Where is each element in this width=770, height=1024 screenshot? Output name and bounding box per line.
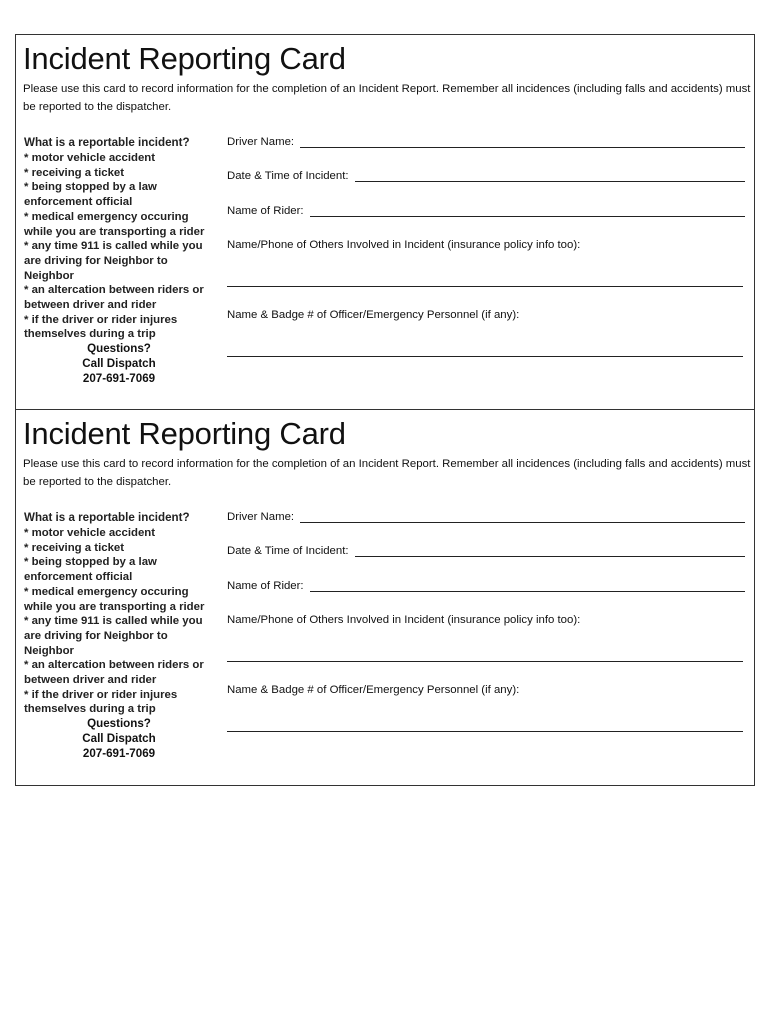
incident-reporting-card (15, 34, 755, 410)
list-item: * any time 911 is called while you are driving for Neighbor to Neighbor (24, 240, 203, 282)
others-involved-field (227, 239, 745, 251)
dispatch-phone: 207-691-7069 (82, 371, 156, 385)
rider-name-label: Name of Rider: (227, 580, 304, 592)
driver-name-line[interactable] (300, 135, 745, 148)
list-item: * receiving a ticket (24, 166, 125, 179)
list-item: * an altercation between riders or between driver and rider (24, 659, 204, 687)
questions-label: Questions? (87, 717, 151, 731)
date-time-field[interactable] (227, 169, 745, 182)
date-time-field[interactable] (227, 544, 745, 557)
list-item: * if the driver or rider injures themselves during a trip (24, 688, 178, 716)
others-involved-label: Name/Phone of Others Involved in Incident (insurance policy info too): (227, 614, 581, 626)
reportable-list (24, 151, 220, 342)
list-item: * an altercation between riders or between driver and rider (24, 284, 204, 312)
rider-name-field[interactable] (227, 204, 745, 217)
dispatch-contact (24, 342, 214, 386)
others-involved-line[interactable] (227, 661, 743, 662)
list-item: * medical emergency occuring while you are transporting a rider (24, 210, 205, 238)
others-involved-field (227, 614, 745, 626)
date-time-line[interactable] (355, 544, 745, 557)
rider-name-field[interactable] (227, 579, 745, 592)
reportable-heading: What is a reportable incident? (24, 511, 190, 524)
date-time-line[interactable] (355, 169, 745, 182)
driver-name-field[interactable] (227, 135, 745, 148)
others-involved-label: Name/Phone of Others Involved in Incident (insurance policy info too): (227, 239, 581, 251)
reportable-heading: What is a reportable incident? (24, 136, 190, 149)
rider-name-label: Name of Rider: (227, 205, 304, 217)
officer-field (227, 684, 745, 696)
dispatch-contact (24, 717, 214, 761)
dispatch-phone: 207-691-7069 (82, 746, 156, 760)
card-instructions: Please use this card to record information for the completion of an Incident Report. Remember all incidences (including falls and accidents) must be reported to the dispatcher. (23, 458, 751, 488)
call-dispatch-label: Call Dispatch (82, 731, 156, 745)
date-time-label: Date & Time of Incident: (227, 170, 349, 182)
incident-reporting-card (15, 410, 755, 786)
others-involved-line[interactable] (227, 286, 743, 287)
card-title: Incident Reporting Card (23, 41, 346, 76)
list-item: * if the driver or rider injures themselves during a trip (24, 313, 178, 341)
reportable-list (24, 526, 220, 717)
card-title: Incident Reporting Card (23, 416, 346, 451)
officer-field (227, 309, 745, 321)
rider-name-line[interactable] (310, 579, 745, 592)
list-item: * any time 911 is called while you are driving for Neighbor to Neighbor (24, 615, 203, 657)
card-instructions: Please use this card to record information for the completion of an Incident Report. Remember all incidences (including falls and accidents) must be reported to the dispatcher. (23, 83, 751, 113)
call-dispatch-label: Call Dispatch (82, 356, 156, 370)
questions-label: Questions? (87, 342, 151, 356)
driver-name-label: Driver Name: (227, 136, 295, 148)
date-time-label: Date & Time of Incident: (227, 545, 349, 557)
reportable-incident-panel (24, 510, 220, 761)
list-item: * receiving a ticket (24, 541, 125, 554)
driver-name-line[interactable] (300, 510, 745, 523)
rider-name-line[interactable] (310, 204, 745, 217)
list-item: * medical emergency occuring while you are transporting a rider (24, 585, 205, 613)
incident-cards (15, 34, 755, 786)
reportable-incident-panel (24, 135, 220, 386)
officer-label: Name & Badge # of Officer/Emergency Personnel (if any): (227, 309, 520, 321)
officer-label: Name & Badge # of Officer/Emergency Personnel (if any): (227, 684, 520, 696)
officer-line[interactable] (227, 356, 743, 357)
driver-name-label: Driver Name: (227, 511, 295, 523)
officer-line[interactable] (227, 731, 743, 732)
list-item: * motor vehicle accident (24, 527, 156, 539)
list-item: * being stopped by a law enforcement official (24, 556, 157, 584)
driver-name-field[interactable] (227, 510, 745, 523)
list-item: * being stopped by a law enforcement official (24, 181, 157, 209)
list-item: * motor vehicle accident (24, 152, 156, 164)
